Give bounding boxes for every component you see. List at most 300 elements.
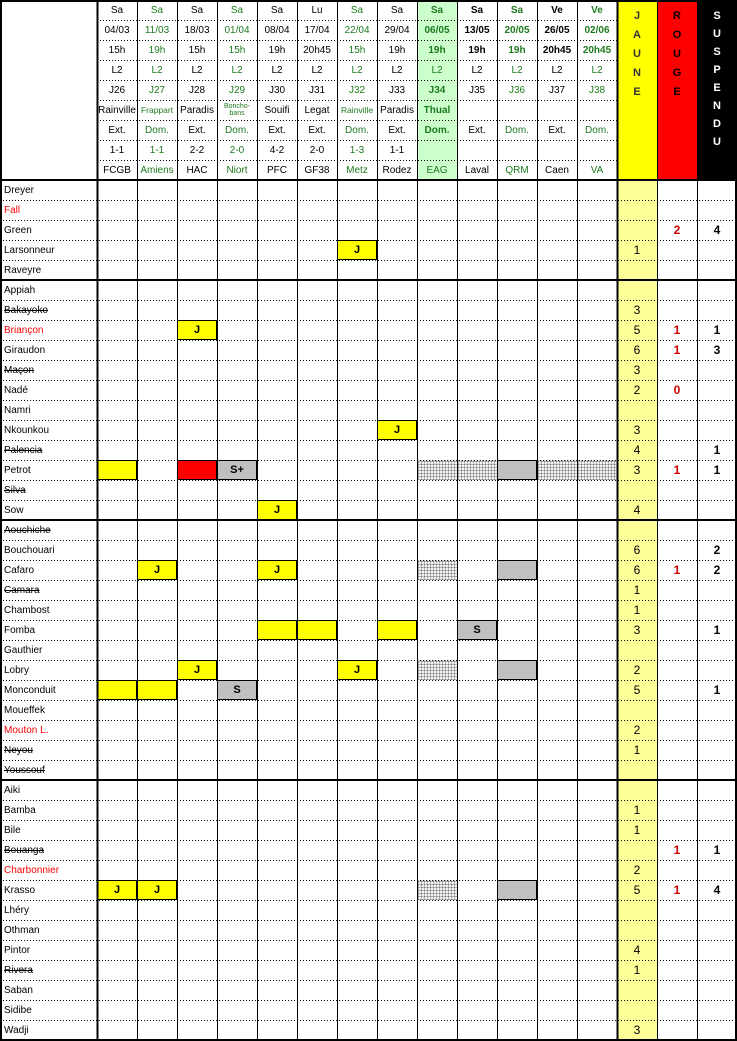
suspendu-count	[697, 240, 737, 260]
league-36: L2	[511, 64, 523, 76]
player-name: Monconduit	[4, 684, 56, 696]
rouge-count	[657, 260, 697, 280]
card-fill	[377, 620, 417, 640]
jaune-count: 3	[633, 623, 641, 637]
referee-28: Paradis	[180, 104, 214, 116]
opponent-26: FCGB	[103, 164, 131, 176]
suspendu-count	[697, 380, 737, 400]
suspendu-count: 4	[713, 223, 721, 237]
rouge-count	[657, 1000, 697, 1020]
suspendu-count: 2	[713, 563, 721, 577]
rouge-letter: O	[672, 29, 682, 41]
jaune-count: 5	[633, 683, 641, 697]
round-28: J28	[188, 84, 206, 96]
suspendu-count	[697, 500, 737, 520]
opponent-31: GF38	[304, 164, 330, 176]
suspendu-count	[697, 520, 737, 540]
league-34: L2	[431, 64, 443, 76]
player-name: Krasso	[4, 884, 36, 896]
rouge-count	[657, 960, 697, 980]
league-38: L2	[591, 64, 603, 76]
player-name: Raveyre	[4, 264, 42, 276]
date-28: 18/03	[184, 24, 210, 36]
day-35: Sa	[470, 4, 484, 16]
suspendu-count	[697, 660, 737, 680]
suspendu-count: 2	[713, 543, 721, 557]
rouge-count	[657, 600, 697, 620]
unavailable-cell	[417, 880, 457, 900]
score-32: 1-3	[349, 144, 365, 156]
round-27: J27	[148, 84, 166, 96]
score-35	[457, 140, 497, 160]
card-fill	[257, 620, 297, 640]
league-26: L2	[111, 64, 123, 76]
day-31: Lu	[311, 4, 323, 16]
jaune-count	[617, 400, 657, 420]
player-name: Petrot	[4, 464, 31, 476]
venue-31: Ext.	[308, 124, 326, 136]
date-37: 26/05	[544, 24, 570, 36]
score-38	[577, 140, 617, 160]
venue-29: Dom.	[225, 124, 249, 136]
player-name: Briançon	[4, 324, 44, 336]
time-27: 19h	[148, 44, 166, 56]
round-36: J36	[508, 84, 526, 96]
suspendu-letter: S	[713, 10, 721, 22]
unavailable-cell	[537, 460, 577, 480]
player-name: Othman	[4, 924, 40, 936]
venue-32: Dom.	[345, 124, 369, 136]
day-32: Sa	[350, 4, 364, 16]
suspendu-count	[697, 700, 737, 720]
player-name: Charbonnier	[4, 864, 60, 876]
jaune-letter: E	[633, 86, 641, 98]
opponent-28: HAC	[186, 164, 208, 176]
rouge-count	[657, 620, 697, 640]
opponent-34: EAG	[426, 164, 448, 176]
rouge-count: 1	[673, 883, 681, 897]
suspendu-count	[697, 720, 737, 740]
suspendu-count	[697, 760, 737, 780]
rouge-letter: G	[672, 67, 682, 79]
suspendu-letter: E	[713, 82, 721, 94]
rouge-count	[657, 500, 697, 520]
player-name: Palencia	[4, 444, 43, 456]
league-29: L2	[231, 64, 243, 76]
player-name: Larsonneur	[4, 244, 55, 256]
score-31: 2-0	[309, 144, 325, 156]
jaune-count: 3	[633, 423, 641, 437]
referee-32: Rainville	[340, 105, 374, 115]
score-37	[537, 140, 577, 160]
referee-30: Souifi	[264, 104, 290, 116]
suspendu-count: 4	[713, 883, 721, 897]
jaune-count	[617, 260, 657, 280]
card-mark: J	[137, 880, 177, 900]
suspended-cell	[497, 460, 537, 480]
rouge-count	[657, 1020, 697, 1040]
player-name: Nadé	[4, 384, 28, 396]
rouge-count: 0	[673, 383, 681, 397]
rouge-count	[657, 740, 697, 760]
card-fill	[297, 620, 337, 640]
player-name: Wadji	[4, 1024, 29, 1036]
date-35: 13/05	[464, 24, 490, 36]
jaune-count	[617, 200, 657, 220]
suspendu-count: 1	[713, 623, 721, 637]
opponent-38: VA	[590, 164, 604, 176]
score-27: 1-1	[149, 144, 165, 156]
jaune-count	[617, 780, 657, 800]
player-name: Bouanga	[4, 844, 45, 856]
suspendu-letter: U	[713, 136, 721, 148]
venue-26: Ext.	[108, 124, 126, 136]
time-29: 15h	[228, 44, 246, 56]
player-name: Sidibe	[4, 1004, 32, 1016]
jaune-count: 1	[633, 743, 641, 757]
date-26: 04/03	[104, 24, 130, 36]
venue-35: Ext.	[468, 124, 486, 136]
score-36	[497, 140, 537, 160]
venue-28: Ext.	[188, 124, 206, 136]
score-34	[417, 140, 457, 160]
player-name: Saban	[4, 984, 33, 996]
card-mark: S	[457, 620, 497, 640]
venue-36: Dom.	[505, 124, 529, 136]
rouge-count	[657, 300, 697, 320]
date-29: 01/04	[224, 24, 250, 36]
time-37: 20h45	[542, 44, 572, 56]
player-name: Chambost	[4, 604, 50, 616]
league-33: L2	[391, 64, 403, 76]
player-name: Dreyer	[4, 184, 35, 196]
unavailable-cell	[417, 460, 457, 480]
round-33: J33	[388, 84, 406, 96]
day-27: Sa	[150, 4, 164, 16]
referee-34: Thual	[423, 104, 451, 116]
suspendu-count	[697, 360, 737, 380]
player-name: Bouchouari	[4, 544, 55, 556]
jaune-count: 1	[633, 603, 641, 617]
jaune-letter: A	[633, 29, 641, 41]
rouge-count	[657, 580, 697, 600]
score-26: 1-1	[109, 144, 125, 156]
suspendu-count	[697, 480, 737, 500]
time-26: 15h	[108, 44, 126, 56]
jaune-count	[617, 980, 657, 1000]
suspendu-count	[697, 780, 737, 800]
player-name: Aiki	[4, 784, 21, 796]
rouge-count	[657, 520, 697, 540]
player-name: Green	[4, 224, 32, 236]
rouge-letter: E	[673, 86, 681, 98]
date-33: 29/04	[384, 24, 410, 36]
jaune-count	[617, 180, 657, 200]
league-31: L2	[311, 64, 323, 76]
venue-38: Dom.	[585, 124, 609, 136]
suspendu-count: 1	[713, 323, 721, 337]
day-28: Sa	[190, 4, 204, 16]
day-34: Sa	[430, 4, 444, 16]
rouge-count	[657, 660, 697, 680]
jaune-count: 6	[633, 343, 641, 357]
day-26: Sa	[110, 4, 124, 16]
unavailable-cell	[417, 660, 457, 680]
card-mark: J	[377, 420, 417, 440]
jaune-count	[617, 840, 657, 860]
league-32: L2	[351, 64, 363, 76]
suspendu-count	[697, 920, 737, 940]
suspendu-count	[697, 940, 737, 960]
referee-37	[537, 100, 577, 120]
league-28: L2	[191, 64, 203, 76]
suspendu-letter: D	[713, 118, 721, 130]
card-mark: S	[217, 680, 257, 700]
time-35: 19h	[468, 44, 486, 56]
player-name: Gauthier	[4, 644, 43, 656]
jaune-count: 2	[633, 383, 641, 397]
player-name: Fall	[4, 204, 21, 216]
jaune-count	[617, 280, 657, 300]
jaune-count: 1	[633, 963, 641, 977]
time-31: 20h45	[303, 44, 331, 56]
suspendu-count	[697, 800, 737, 820]
rouge-count	[657, 200, 697, 220]
opponent-32: Metz	[346, 164, 368, 176]
opponent-33: Rodez	[382, 164, 412, 176]
player-name: Neyou	[4, 744, 33, 756]
round-38: J38	[588, 84, 606, 96]
opponent-29: Niort	[226, 164, 248, 176]
suspended-cell	[497, 880, 537, 900]
suspendu-letter: U	[713, 28, 721, 40]
jaune-count: 3	[633, 303, 641, 317]
time-34: 19h	[428, 44, 446, 56]
rouge-count	[657, 680, 697, 700]
player-name: Pintor	[4, 944, 31, 956]
referee-27: Frappart	[140, 105, 174, 115]
player-name: Lobry	[4, 664, 30, 676]
rouge-count	[657, 440, 697, 460]
suspendu-count	[697, 200, 737, 220]
jaune-count	[617, 520, 657, 540]
referee-35	[457, 100, 497, 120]
venue-30: Ext.	[268, 124, 286, 136]
round-35: J35	[468, 84, 486, 96]
rouge-count	[657, 280, 697, 300]
rouge-count: 1	[673, 843, 681, 857]
round-32: J32	[348, 84, 366, 96]
player-name: Camara	[4, 584, 40, 596]
suspendu-count	[697, 900, 737, 920]
suspendu-count	[697, 1000, 737, 1020]
referee-38	[577, 100, 617, 120]
card-mark: J	[337, 660, 377, 680]
date-30: 08/04	[264, 24, 290, 36]
jaune-count: 3	[633, 1023, 641, 1037]
league-35: L2	[471, 64, 483, 76]
rouge-count	[657, 900, 697, 920]
jaune-letter: N	[633, 67, 641, 79]
suspendu-count	[697, 420, 737, 440]
jaune-count: 4	[633, 443, 641, 457]
rouge-count: 1	[673, 323, 681, 337]
card-fill	[97, 680, 137, 700]
suspended-cell	[497, 560, 537, 580]
score-33: 1-1	[389, 144, 405, 156]
score-29: 2-0	[229, 144, 245, 156]
player-name: Fomba	[4, 624, 36, 636]
suspendu-letter: S	[713, 46, 721, 58]
jaune-count	[617, 920, 657, 940]
opponent-37: Caen	[545, 164, 569, 176]
suspendu-count: 1	[713, 463, 721, 477]
referee-26: Rainville	[98, 104, 136, 116]
rouge-count	[657, 920, 697, 940]
player-name: Appiah	[4, 284, 36, 296]
jaune-count: 6	[633, 543, 641, 557]
player-name: Silva	[4, 484, 26, 496]
card-mark: S+	[217, 460, 257, 480]
jaune-count: 3	[633, 363, 641, 377]
time-38: 20h45	[582, 44, 612, 56]
jaune-count: 4	[633, 503, 641, 517]
opponent-30: PFC	[267, 164, 287, 176]
card-mark: J	[97, 880, 137, 900]
card-mark: J	[137, 560, 177, 580]
suspendu-count	[697, 400, 737, 420]
player-name: Mouton L.	[4, 724, 49, 736]
rouge-letter: U	[673, 48, 681, 60]
rouge-count: 1	[673, 343, 681, 357]
opponent-35: Laval	[465, 164, 489, 176]
rouge-count	[657, 360, 697, 380]
unavailable-cell	[577, 460, 617, 480]
score-28: 2-2	[189, 144, 205, 156]
day-29: Sa	[230, 4, 244, 16]
jaune-count: 1	[633, 243, 641, 257]
day-37: Ve	[551, 4, 563, 16]
player-name: Youssouf	[4, 764, 45, 776]
player-name: Nkounkou	[4, 424, 50, 436]
round-26: J26	[108, 84, 126, 96]
rouge-letter: R	[673, 10, 681, 22]
card-mark: J	[257, 560, 297, 580]
rouge-count: 1	[673, 563, 681, 577]
referee-31: Legat	[304, 104, 330, 116]
unavailable-cell	[457, 460, 497, 480]
jaune-count: 5	[633, 323, 641, 337]
player-name: Bile	[4, 824, 21, 836]
jaune-count: 2	[633, 663, 641, 677]
venue-33: Ext.	[388, 124, 406, 136]
time-32: 15h	[348, 44, 366, 56]
unavailable-cell	[417, 560, 457, 580]
jaune-count: 1	[633, 803, 641, 817]
rouge-count	[657, 940, 697, 960]
date-34: 06/05	[424, 24, 450, 36]
jaune-count: 4	[633, 943, 641, 957]
suspendu-count	[697, 980, 737, 1000]
date-27: 11/03	[144, 24, 170, 36]
suspendu-count	[697, 740, 737, 760]
player-name: Aouchiche	[4, 524, 51, 536]
jaune-count	[617, 640, 657, 660]
card-mark: J	[177, 660, 217, 680]
jaune-count	[617, 900, 657, 920]
player-name: Namri	[4, 404, 31, 416]
time-30: 19h	[268, 44, 286, 56]
venue-37: Ext.	[548, 124, 566, 136]
round-34: J34	[428, 84, 446, 96]
suspendu-count	[697, 640, 737, 660]
player-name: Sow	[4, 504, 24, 516]
rouge-count	[657, 780, 697, 800]
jaune-letter: U	[633, 48, 641, 60]
day-30: Sa	[270, 4, 284, 16]
jaune-count	[617, 480, 657, 500]
player-name: Bamba	[4, 804, 36, 816]
suspendu-letter: N	[713, 100, 721, 112]
player-name: Maçon	[4, 364, 35, 376]
day-38: Ve	[591, 4, 603, 16]
suspendu-count	[697, 820, 737, 840]
day-33: Sa	[390, 4, 404, 16]
card-fill	[137, 680, 177, 700]
player-name: Lhéry	[4, 904, 30, 916]
rouge-count	[657, 800, 697, 820]
rouge-count: 1	[673, 463, 681, 477]
league-27: L2	[151, 64, 163, 76]
suspendu-count	[697, 860, 737, 880]
date-36: 20/05	[504, 24, 530, 36]
round-30: J30	[268, 84, 286, 96]
suspendu-count	[697, 580, 737, 600]
rouge-count	[657, 420, 697, 440]
round-31: J31	[308, 84, 326, 96]
referee-36	[497, 100, 537, 120]
date-32: 22/04	[344, 24, 370, 36]
rouge-count	[657, 180, 697, 200]
referee-29: Boncho-bans	[223, 103, 251, 117]
rouge-count	[657, 640, 697, 660]
suspendu-count	[697, 260, 737, 280]
jaune-count: 6	[633, 563, 641, 577]
suspendu-letter: P	[713, 64, 721, 76]
rouge-count	[657, 980, 697, 1000]
day-36: Sa	[510, 4, 524, 16]
rouge-count	[657, 720, 697, 740]
league-30: L2	[271, 64, 283, 76]
jaune-count: 1	[633, 583, 641, 597]
suspendu-count	[697, 300, 737, 320]
rouge-count	[657, 540, 697, 560]
card-mark: J	[337, 240, 377, 260]
rouge-count	[657, 240, 697, 260]
rouge-count	[657, 400, 697, 420]
player-name: Giraudon	[4, 344, 46, 356]
time-33: 19h	[388, 44, 406, 56]
rouge-count	[657, 700, 697, 720]
jaune-count: 2	[633, 863, 641, 877]
jaune-count	[617, 1000, 657, 1020]
venue-34: Dom.	[424, 124, 450, 136]
player-name: Bakayoko	[4, 304, 48, 316]
time-36: 19h	[508, 44, 526, 56]
rouge-count	[657, 760, 697, 780]
card-fill	[97, 460, 137, 480]
date-31: 17/04	[304, 24, 330, 36]
